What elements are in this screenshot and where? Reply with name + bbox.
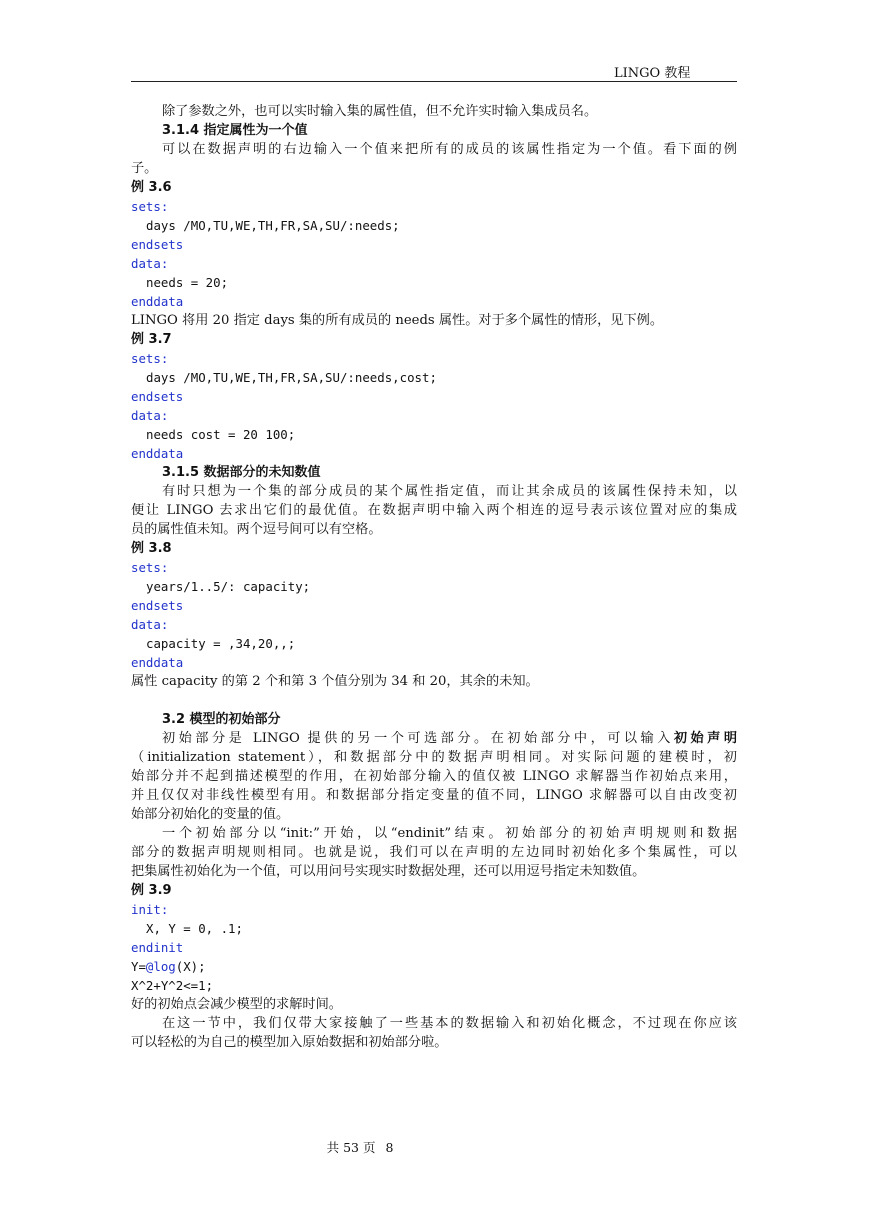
header-rule (131, 81, 737, 82)
paragraph: 便让 LINGO 去求出它们的最优值。在数据声明中输入两个相连的逗号表示该位置对应的集成 (131, 503, 737, 518)
paragraph: 始部分并不起到描述模型的作用，在初始部分输入的值仅被 LINGO 求解器当作初始点来用， (131, 769, 737, 784)
code-line: enddata (131, 294, 184, 309)
paragraph: （initialization statement），和数据部分中的数据声明相同。对实际问题的建模时，初 (131, 750, 737, 765)
paragraph: 好的初始点会减少模型的求解时间。 (131, 997, 342, 1012)
example-label: 例 3.6 (131, 180, 172, 195)
code-line: sets: (131, 199, 169, 214)
code-line: capacity = ,34,20,,; (146, 636, 296, 651)
code-line: enddata (131, 446, 184, 461)
code-line: endsets (131, 598, 184, 613)
example-label: 例 3.7 (131, 332, 172, 347)
page-content (131, 102, 737, 1052)
code-text: Y= (131, 959, 146, 974)
code-line: endinit (131, 940, 184, 955)
paragraph: 有时只想为一个集的部分成员的某个属性指定值，而让其余成员的该属性保持未知，以 (162, 484, 737, 499)
example-label: 例 3.8 (131, 541, 172, 556)
paragraph: 除了参数之外，也可以实时输入集的属性值，但不允许实时输入集成员名。 (162, 104, 598, 119)
page-footer (0, 1138, 720, 1156)
code-line (131, 957, 737, 976)
paragraph: 在这一节中，我们仅带大家接触了一些基本的数据输入和初始化概念，不过现在你应该 (162, 1016, 737, 1031)
section-heading-3-2: 3.2 模型的初始部分 (162, 712, 281, 727)
section-heading-3-1-4: 3.1.4 指定属性为一个值 (162, 123, 308, 138)
bold-term: 初始声明 (673, 731, 738, 746)
spacer (131, 691, 737, 710)
paragraph: 员的属性值未知。两个逗号间可以有空格。 (131, 522, 382, 537)
code-line: X^2+Y^2<=1; (131, 978, 214, 993)
paragraph (131, 729, 737, 748)
paragraph: 可以轻松的为自己的模型加入原始数据和初始部分啦。 (131, 1035, 448, 1050)
code-line: data: (131, 617, 169, 632)
code-line: sets: (131, 560, 169, 575)
code-line: endsets (131, 389, 184, 404)
code-line: enddata (131, 655, 184, 670)
code-function: @log (145, 959, 176, 974)
text-run: 初始部分是 LINGO 提供的另一个可选部分。在初始部分中，可以输入 (162, 731, 674, 746)
code-line: endsets (131, 237, 184, 252)
paragraph: 部分的数据声明规则相同。也就是说，我们可以在声明的左边同时初始化多个集属性，可以 (131, 845, 737, 860)
paragraph: 并且仅仅对非线性模型有用。和数据部分指定变量的值不同，LINGO 求解器可以自由改变初 (131, 788, 737, 803)
code-line: needs cost = 20 100; (146, 427, 296, 442)
code-line: data: (131, 256, 169, 271)
code-line: years/1..5/: capacity; (146, 579, 311, 594)
code-line: days /MO,TU,WE,TH,FR,SA,SU/:needs; (146, 218, 400, 233)
paragraph: LINGO 将用 20 指定 days 集的所有成员的 needs 属性。对于多个属性的情形，见下例。 (131, 313, 664, 328)
paragraph: 始部分初始化的变量的值。 (131, 807, 290, 822)
code-line: sets: (131, 351, 169, 366)
paragraph: 子。 (131, 161, 158, 176)
code-text: (X); (175, 959, 206, 974)
paragraph: 一个初始部分以“init:”开始，以“endinit”结束。初始部分的初始声明规则和数据 (162, 826, 737, 841)
code-line: needs = 20; (146, 275, 229, 290)
code-line: data: (131, 408, 169, 423)
header-title: LINGO 教程 (614, 66, 691, 81)
code-line: days /MO,TU,WE,TH,FR,SA,SU/:needs,cost; (146, 370, 437, 385)
paragraph: 可以在数据声明的右边输入一个值来把所有的成员的该属性指定为一个值。看下面的例 (162, 142, 737, 157)
page-number: 8 (385, 1140, 394, 1155)
code-line: init: (131, 902, 169, 917)
section-heading-3-1-5: 3.1.5 数据部分的未知数值 (162, 465, 321, 480)
paragraph: 把集属性初始化为一个值，可以用问号实现实时数据处理，还可以用逗号指定未知数值。 (131, 864, 646, 879)
paragraph: 属性 capacity 的第 2 个和第 3 个值分别为 34 和 20，其余的未知。 (131, 674, 539, 689)
code-line: X, Y = 0, .1; (146, 921, 243, 936)
page-total: 共 53 页 (326, 1140, 376, 1155)
example-label: 例 3.9 (131, 883, 172, 898)
